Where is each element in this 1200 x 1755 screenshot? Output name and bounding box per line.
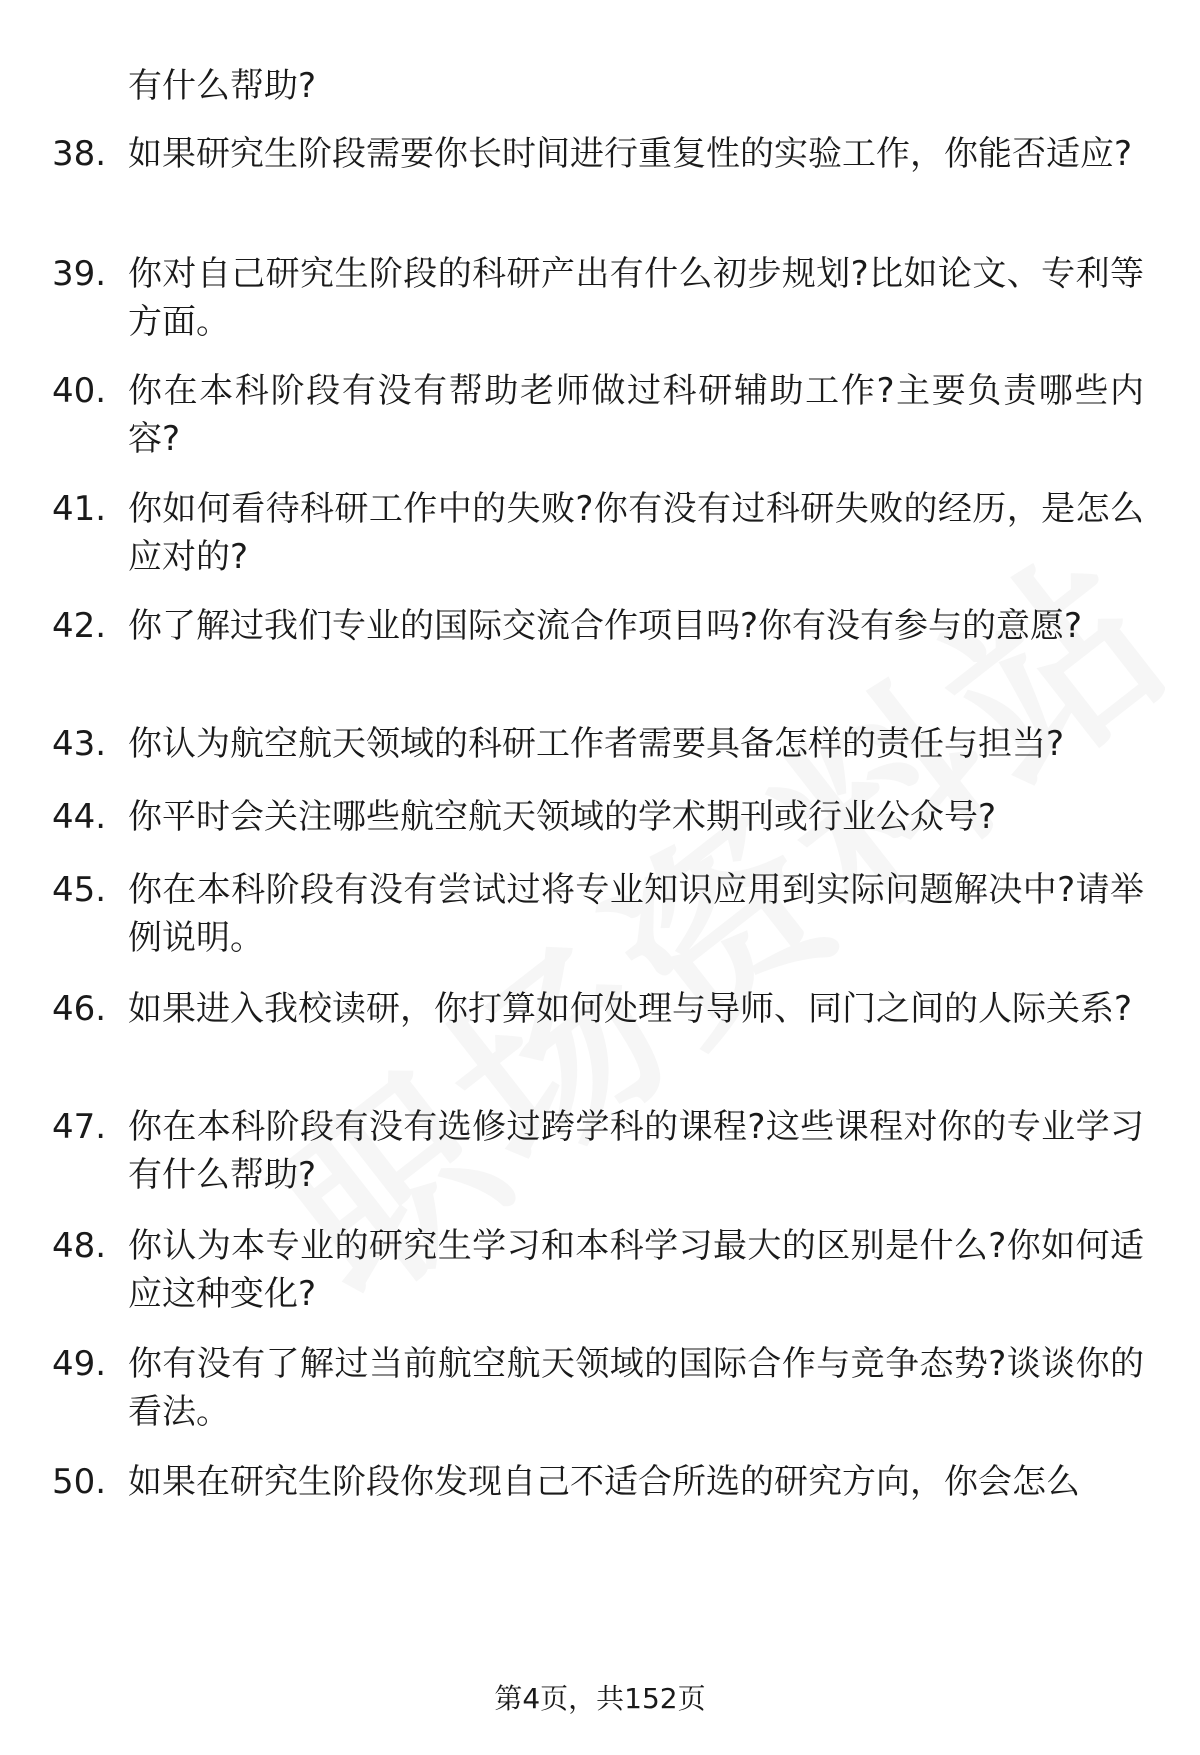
- question-text: 你如何看待科研工作中的失败?你有没有过科研失败的经历，是怎么应对的?: [128, 489, 1144, 577]
- question-number: 42.: [52, 606, 107, 646]
- question-number: 49.: [52, 1344, 107, 1384]
- question-text: 你对自己研究生阶段的科研产出有什么初步规划?比如论文、专利等方面。: [128, 254, 1144, 342]
- question-text: 你在本科阶段有没有帮助老师做过科研辅助工作?主要负责哪些内容?: [128, 371, 1144, 459]
- question-text: 你了解过我们专业的国际交流合作项目吗?你有没有参与的意愿?: [128, 606, 1083, 646]
- question-number: 48.: [52, 1226, 107, 1266]
- question-number: 45.: [52, 870, 107, 910]
- question-number: 46.: [52, 989, 107, 1029]
- question-text: 你在本科阶段有没有选修过跨学科的课程?这些课程对你的专业学习有什么帮助?: [128, 1107, 1144, 1195]
- question-number: 40.: [52, 371, 107, 411]
- question-text: 你在本科阶段有没有尝试过将专业知识应用到实际问题解决中?请举例说明。: [128, 870, 1144, 958]
- question-text: 你平时会关注哪些航空航天领域的学术期刊或行业公众号?: [128, 797, 997, 837]
- question-number: 38.: [52, 134, 107, 174]
- question-number: 43.: [52, 724, 107, 764]
- question-number: 39.: [52, 254, 107, 294]
- question-number: 50.: [52, 1462, 107, 1502]
- question-text: 如果研究生阶段需要你长时间进行重复性的实验工作，你能否适应?: [128, 134, 1133, 174]
- question-text: 你有没有了解过当前航空航天领域的国际合作与竞争态势?谈谈你的看法。: [128, 1344, 1144, 1432]
- question-text: 你认为本专业的研究生学习和本科学习最大的区别是什么?你如何适应这种变化?: [128, 1226, 1144, 1314]
- question-number: 44.: [52, 797, 107, 837]
- question-number: 47.: [52, 1107, 107, 1147]
- question-text: 你认为航空航天领域的科研工作者需要具备怎样的责任与担当?: [128, 724, 1065, 764]
- continued-question-text: 有什么帮助?: [128, 66, 317, 106]
- page-footer: 第4页，共152页: [494, 1682, 706, 1715]
- question-text: 如果进入我校读研，你打算如何处理与导师、同门之间的人际关系?: [128, 989, 1133, 1029]
- question-text: 如果在研究生阶段你发现自己不适合所选的研究方向，你会怎么: [128, 1462, 1080, 1502]
- question-number: 41.: [52, 489, 107, 529]
